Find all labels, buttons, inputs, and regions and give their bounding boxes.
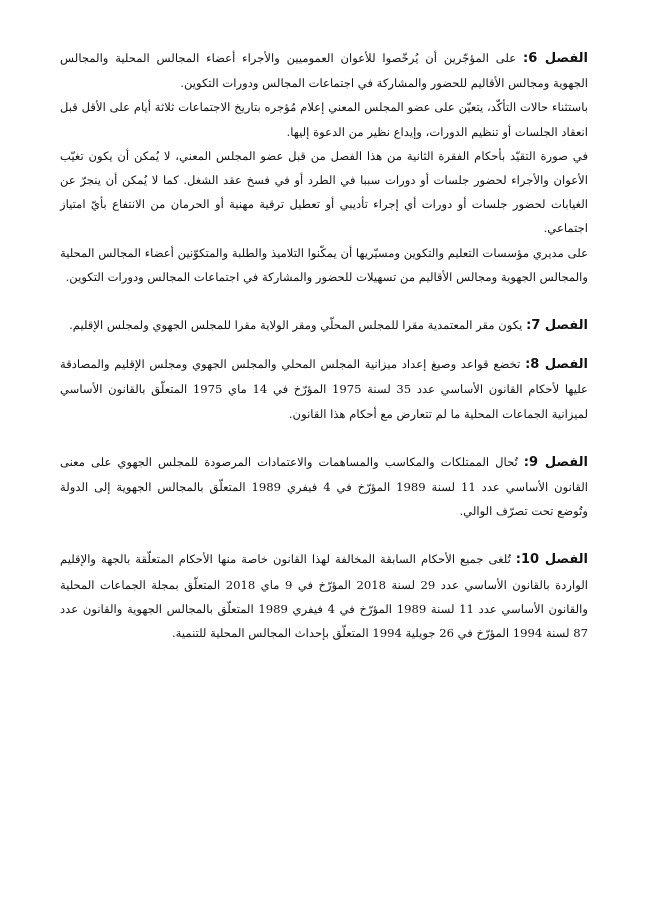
article-7-paragraph-1 xyxy=(60,313,588,338)
paragraph-text: تُحال الممتلكات والمكاسب والمساهمات والاعتمادات المرصودة للمجلس الجهوي على معنى القانون الأساسي عدد 11 لسنة 1989 المؤرّخ في 4 فيفري 1989 المتعلّق بالمجالس الجهوية إلى الدولة وتُوضع تحت تصرّف الوالي. xyxy=(60,454,588,519)
article-label: الفصل xyxy=(544,51,589,66)
article-10-paragraph-1 xyxy=(60,547,588,645)
article-10-heading: الفصل 10: xyxy=(515,552,589,568)
article-label: الفصل xyxy=(544,552,589,568)
article-label: الفصل xyxy=(544,357,589,373)
article-8-paragraph-1 xyxy=(60,352,588,426)
article-6-paragraph-4: على مديري مؤسسات التعليم والتكوين ومسيّريها أن يمكّنوا التلاميذ والطلبة والمتكوّنين أعضاء المجالس المحلية والمجالس الجهوية ومجالس الأقاليم من تسهيلات للحضور والمشاركة في اجتماعات المجالس ودورات التكوين. xyxy=(60,245,588,284)
article-label: الفصل xyxy=(544,454,588,470)
article-8 xyxy=(60,352,588,426)
article-6-paragraph-1 xyxy=(60,46,588,95)
article-6-heading: الفصل 6: xyxy=(522,51,589,66)
article-number: 9 xyxy=(529,454,539,470)
article-9-paragraph-1 xyxy=(60,450,588,524)
article-number: 8 xyxy=(530,357,540,373)
article-label: الفصل xyxy=(544,318,588,334)
article-number: 6 xyxy=(528,51,538,66)
article-number: 7 xyxy=(531,318,541,334)
article-7 xyxy=(60,313,588,338)
article-6-paragraph-2: باستثناء حالات التأكّد، يتعيّن على عضو المجلس المعني إعلام مُؤجره بتاريخ الاجتماعات ثلاثة أيام على الأقل قبل انعقاد الجلسات أو تنظيم الدورات، وإيداع نظير من الدعوة إليها. xyxy=(60,100,588,139)
article-6-paragraph-3: في صورة التقيّد بأحكام الفقرة الثانية من هذا الفصل من قبل عضو المجلس المعني، لا يُمكن أن يكون تغيّب الأعوان والأجراء لحضور جلسات أو دورات سببا في الطرد أو في فسخ عقد الشغل. كما لا يُمكن أن ينجرّ عن الغيابات لحضور جلسات أو دورات أي إجراء تأديبي أو تعطيل ترقية مهنية أو الحرمان من الانتفاع بأيّ امتياز اجتماعي. xyxy=(60,148,588,236)
paragraph-text: يكون مقر المعتمدية مقرا للمجلس المحلّي ومقر الولاية مقرا للمجلس الجهوي ولمجلس الإقليم. xyxy=(69,318,523,333)
article-7-heading: الفصل 7: xyxy=(526,318,588,334)
paragraph-text: على المؤجّرين أن يُرخّصوا للأعوان العموميين والأجراء أعضاء المجالس المحلية والمجالس الجهوية ومجالس الأقاليم للحضور والمشاركة في اجتماعات المجالس ودورات التكوين. xyxy=(60,51,588,91)
article-9 xyxy=(60,450,588,524)
article-8-heading: الفصل 8: xyxy=(525,357,589,373)
article-6 xyxy=(60,46,588,289)
article-10 xyxy=(60,547,588,645)
paragraph-text: تُلغى جميع الأحكام السابقة المخالفة لهذا القانون خاصة منها الأحكام المتعلّقة بالجهة والإقليم الواردة بالقانون الأساسي عدد 29 لسنة 2018 المؤرّخ في 9 ماي 2018 المتعلّق بمجلة الجماعات المحلية والقانون الأساسي عدد 11 لسنة 1989 المؤرّخ في 4 فيفري 1989 المتعلّق بالمجالس الجهوية والقانون عدد 87 لسنة 1994 المؤرّخ في 26 جويلية 1994 المتعلّق بإحداث المجالس المحلية للتنمية. xyxy=(60,552,588,641)
article-9-heading: الفصل 9: xyxy=(523,454,588,470)
paragraph-text: تخضع قواعد وصيغ إعداد ميزانية المجلس المحلي والمجلس الجهوي ومجلس الإقليم والمصادقة عليها لأحكام القانون الأساسي عدد 35 لسنة 1975 المؤرّخ في 14 ماي 1975 المتعلّق بالقانون الأساسي لميزانية الجماعات المحلية ما لم تتعارض مع أحكام هذا القانون. xyxy=(60,357,588,421)
article-number: 10 xyxy=(521,552,540,568)
